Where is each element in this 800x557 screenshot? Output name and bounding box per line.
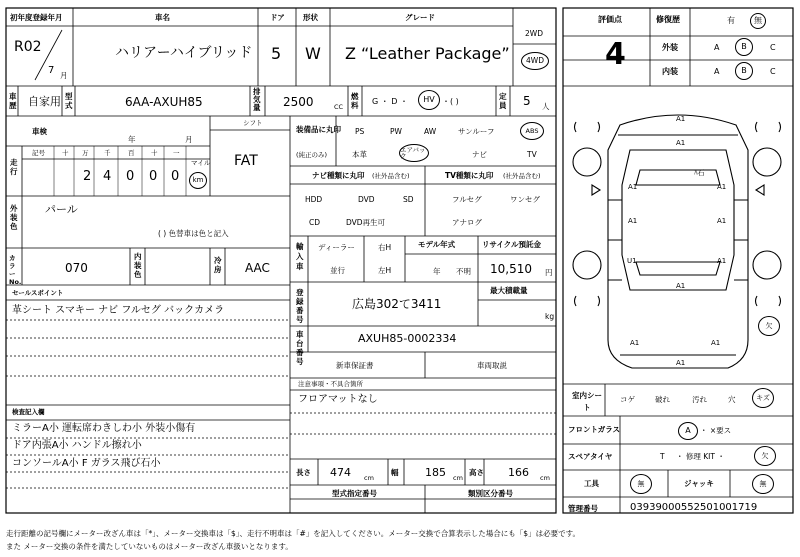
mile-digit-4: 0 — [171, 169, 180, 184]
reg-month-unit: 月 — [60, 71, 68, 80]
navi-dvd-play: DVD再生可 — [346, 218, 386, 227]
spare-label: スペアタイヤ — [568, 452, 613, 461]
car-name-label: 車名 — [155, 13, 170, 22]
equip-abs-circled — [520, 122, 544, 140]
navi-hdd: HDD — [305, 195, 323, 204]
equip-navi: ナビ — [472, 150, 487, 159]
tv-analog: アナログ — [452, 218, 482, 227]
color-value: パール — [45, 203, 78, 216]
tools-label: 工具 — [584, 479, 599, 488]
repair-none-circled — [750, 13, 766, 29]
inspection-month: 月 — [185, 135, 193, 144]
mileage-label: 走行 — [10, 158, 18, 176]
mile-h-2: 万 — [82, 149, 89, 157]
int-c: C — [770, 67, 776, 76]
mile-digit-0: 2 — [83, 169, 92, 184]
inspection-label: 車検 — [32, 127, 47, 136]
fuel-other: ・( ) — [442, 97, 459, 106]
equip-ps: PS — [355, 127, 365, 136]
mile-digit-3: 0 — [149, 169, 158, 184]
fuel-options: G ・ D ・ — [372, 97, 408, 106]
missing-mark: 欠 — [765, 321, 773, 330]
model-label: 型式 — [65, 92, 73, 110]
color-note: ( ) 色替車は色と記入 — [158, 229, 229, 238]
interior-label: 内装 — [662, 67, 678, 76]
width-label: 幅 — [391, 468, 399, 477]
ac-value: AAC — [245, 261, 270, 275]
mark-hood: A1 — [676, 139, 686, 147]
length-unit: cm — [364, 474, 374, 482]
scratch-mark: ﾊ石 — [694, 169, 705, 177]
windshield-a: A — [685, 426, 691, 435]
spare-t: T — [660, 452, 665, 461]
mile-h-6: 一 — [173, 149, 180, 157]
warranty: 新車保証書 — [336, 361, 374, 370]
exterior-label: 外装 — [662, 43, 678, 52]
mile-digit-1: 4 — [103, 169, 112, 184]
height-unit: cm — [540, 474, 550, 482]
tv-fullseg: フルセグ — [452, 195, 482, 204]
ext-b-circled — [735, 38, 753, 56]
max-load-label: 最大積載量 — [490, 286, 528, 295]
doors: 5 — [271, 44, 282, 63]
tools-none: 無 — [637, 479, 645, 488]
notes-label: 注意事項・不具合箇所 — [298, 380, 363, 388]
model: 6AA-AXUH85 — [125, 95, 203, 109]
displacement: 2500 — [283, 95, 314, 109]
mark-right-rear-door: A1 — [717, 217, 727, 225]
cc-unit: CC — [334, 103, 344, 111]
capacity: 5 — [523, 94, 531, 108]
color-no: 070 — [65, 261, 88, 275]
mile-h-4: 百 — [128, 149, 135, 157]
equip-airbag-circled — [399, 144, 429, 162]
score-label: 評価点 — [598, 15, 622, 24]
import-right: 右H — [378, 243, 392, 252]
recycle-value: 10,510 — [490, 262, 532, 276]
sheet-yogore: 汚れ — [692, 395, 707, 404]
tv-oneseg: ワンセグ — [510, 195, 540, 204]
int-b: B — [741, 66, 747, 75]
score-value: 4 — [605, 37, 626, 72]
missing-mark-circled — [758, 316, 780, 336]
fuel-hv-circled — [418, 90, 440, 110]
shift-label: シフト — [243, 119, 263, 127]
mile-h-3: 千 — [104, 149, 111, 157]
mark-left-quarter: U1 — [627, 257, 637, 265]
sheet-yabure: 破れ — [655, 395, 670, 404]
equip-sunroof: サンルーフ — [458, 127, 495, 136]
mile-digit-2: 0 — [126, 169, 135, 184]
spare-kit: ・ 修理 KIT ・ — [676, 452, 725, 461]
mgmt-number: 0393900055250100171​9 — [630, 502, 758, 513]
ext-b: B — [741, 42, 747, 51]
model-year-unknown: 不明 — [456, 267, 471, 276]
chassis-number: AXUH85-0002334 — [358, 332, 457, 345]
mile-h-1: 十 — [62, 149, 69, 157]
reg-era: R02 — [14, 39, 42, 55]
color-label: 外装色 — [10, 204, 18, 231]
fuel-hv: HV — [423, 95, 435, 104]
sheet-koge: コゲ — [620, 395, 635, 404]
notes-text: フロアマットなし — [298, 394, 378, 405]
equip-leather: 本革 — [352, 150, 367, 159]
type-no-label: 型式指定番号 — [332, 489, 377, 498]
mark-rear-right: A1 — [711, 339, 721, 347]
inspect-note-1: ミラーA小 運転席わきしわ小 外装小傷有 — [12, 423, 196, 434]
inspect-note-3: コンソールA小 F ガラス飛び石小 — [12, 458, 161, 469]
spare-none: 欠 — [761, 451, 769, 460]
sales-text: 革シート スマキー ナビ フルセグ バックカメラ — [12, 305, 225, 316]
ac-label: 冷房 — [214, 256, 222, 274]
shape-label: 形状 — [303, 13, 318, 22]
navi-label: ナビ種類に丸印 — [312, 171, 365, 180]
color-no-label: カラーNo. — [9, 254, 22, 286]
sales-label: セールスポイント — [12, 289, 64, 297]
inspection-year: 年 — [128, 135, 136, 144]
recycle-yen: 円 — [545, 268, 553, 277]
footer-line-2: また メーター交換の条件を満たしていないものはメーター改ざん車扱いとなります。 — [6, 542, 293, 551]
jack-none-circled — [752, 474, 774, 494]
registration-label: 登録番号 — [296, 288, 304, 324]
equip-abs: ABS — [525, 126, 539, 135]
height-value: 166 — [508, 466, 529, 479]
jack-none: 無 — [759, 479, 767, 488]
sheet-kizu: キズ — [756, 393, 770, 402]
mark-trunk: A1 — [676, 282, 686, 290]
inspect-notes-label: 検査記入欄 — [12, 408, 45, 416]
chassis-label: 車台番号 — [296, 330, 304, 366]
reg-month: 7 — [48, 65, 55, 76]
navi-cd: CD — [309, 218, 321, 227]
class-no-label: 類別区分番号 — [468, 489, 513, 498]
width-unit: cm — [453, 474, 463, 482]
windshield-a-circled — [678, 422, 698, 440]
inspect-note-2: ドア内張A小 ハンドル擦れ小 — [12, 440, 142, 451]
manual: 車両取説 — [477, 361, 507, 370]
mile-unit-mile: マイル — [191, 159, 211, 167]
drive-2wd: 2WD — [525, 29, 543, 38]
drive-4wd: 4WD — [526, 56, 544, 66]
tv-label: TV種類に丸印 — [445, 171, 494, 180]
max-load-unit: kg — [545, 312, 555, 321]
repair-none: 無 — [754, 16, 762, 25]
equip-pw: PW — [390, 127, 402, 136]
recycle-label: リサイクル預託金 — [482, 240, 541, 249]
height-label: 高さ — [469, 468, 484, 477]
interior-color-label: 内装色 — [134, 252, 142, 279]
model-year-unit: 年 — [433, 267, 441, 276]
mark-left-front-door: A1 — [628, 183, 638, 191]
door-label: ドア — [270, 13, 285, 22]
sheet-kizu-circled — [752, 388, 774, 408]
fuel-label: 燃料 — [351, 92, 359, 110]
usage: 自家用 — [28, 95, 61, 108]
tools-none-circled — [630, 474, 652, 494]
equip-sub: (純正のみ) — [296, 151, 328, 159]
capacity-label: 定員 — [499, 92, 507, 110]
import-left: 左H — [378, 266, 392, 275]
grade-label: グレード — [405, 13, 435, 22]
model-year-label: モデル年式 — [418, 240, 456, 249]
usage-label: 車歴 — [9, 92, 17, 110]
length-label: 長さ — [296, 468, 311, 477]
equip-tv: TV — [527, 150, 537, 159]
footer-line-1: 走行距離の記号欄にメーター改ざん車は「*」、メーター交換車は「$」、走行不明車は「#」を記入してください。メーター交換で合算表示した場合にも「$」は必要です。 — [6, 529, 580, 538]
mark-left-rear-door: A1 — [628, 217, 638, 225]
equip-label: 装備品に丸印 — [296, 125, 341, 134]
shape: W — [305, 44, 321, 63]
mark-right-quarter: A1 — [717, 257, 727, 265]
navi-sd: SD — [403, 195, 414, 204]
interior-sheet-label: 室内シート — [572, 391, 602, 412]
repair-yes: 有 — [727, 16, 735, 25]
mile-h-5: 十 — [151, 149, 158, 157]
windshield-x: ・ ×要ス — [700, 426, 732, 435]
grade: Z “Leather Package” — [345, 44, 510, 63]
drive-4wd-circled — [521, 52, 549, 70]
shift: FAT — [234, 153, 258, 169]
import-parallel: 並行 — [330, 266, 345, 275]
mark-rear-left: A1 — [630, 339, 640, 347]
jack-label: ジャッキ — [684, 479, 714, 488]
import-dealer: ディーラー — [318, 243, 355, 252]
equip-aw: AW — [424, 127, 437, 136]
mark-rear-bumper: A1 — [676, 359, 686, 367]
ext-a: A — [714, 43, 720, 52]
mile-h-0: 記号 — [32, 149, 45, 157]
int-a: A — [714, 67, 720, 76]
spare-none-circled — [754, 446, 776, 466]
mark-front-bumper: A1 — [676, 115, 686, 123]
navi-sub: (社外品含む) — [372, 172, 410, 180]
equip-airbag: エアバック — [400, 145, 426, 160]
windshield-label: フロントガラス — [568, 425, 621, 434]
sheet-ana: 穴 — [728, 395, 736, 404]
ext-c: C — [770, 43, 776, 52]
car-name: ハリアーハイブリッド — [115, 45, 253, 61]
navi-dvd: DVD — [358, 195, 375, 204]
mgmt-label: 管理番号 — [568, 504, 598, 513]
mile-unit-km-circled — [189, 172, 207, 189]
width-value: 185 — [425, 466, 446, 479]
mark-right-front-door: A1 — [717, 183, 727, 191]
tv-sub: (社外品含む) — [503, 172, 541, 180]
displacement-label: 排気量 — [253, 87, 261, 112]
mile-unit-km: km — [192, 176, 204, 184]
length-value: 474 — [330, 466, 351, 479]
int-b-circled — [735, 62, 753, 80]
import-label: 輸入車 — [296, 242, 304, 271]
first-reg-label: 初年度登録年月 — [10, 13, 63, 22]
plate-number: 広島302て3411 — [352, 297, 442, 311]
capacity-unit: 人 — [542, 102, 550, 111]
repair-label: 修復歴 — [656, 15, 680, 24]
